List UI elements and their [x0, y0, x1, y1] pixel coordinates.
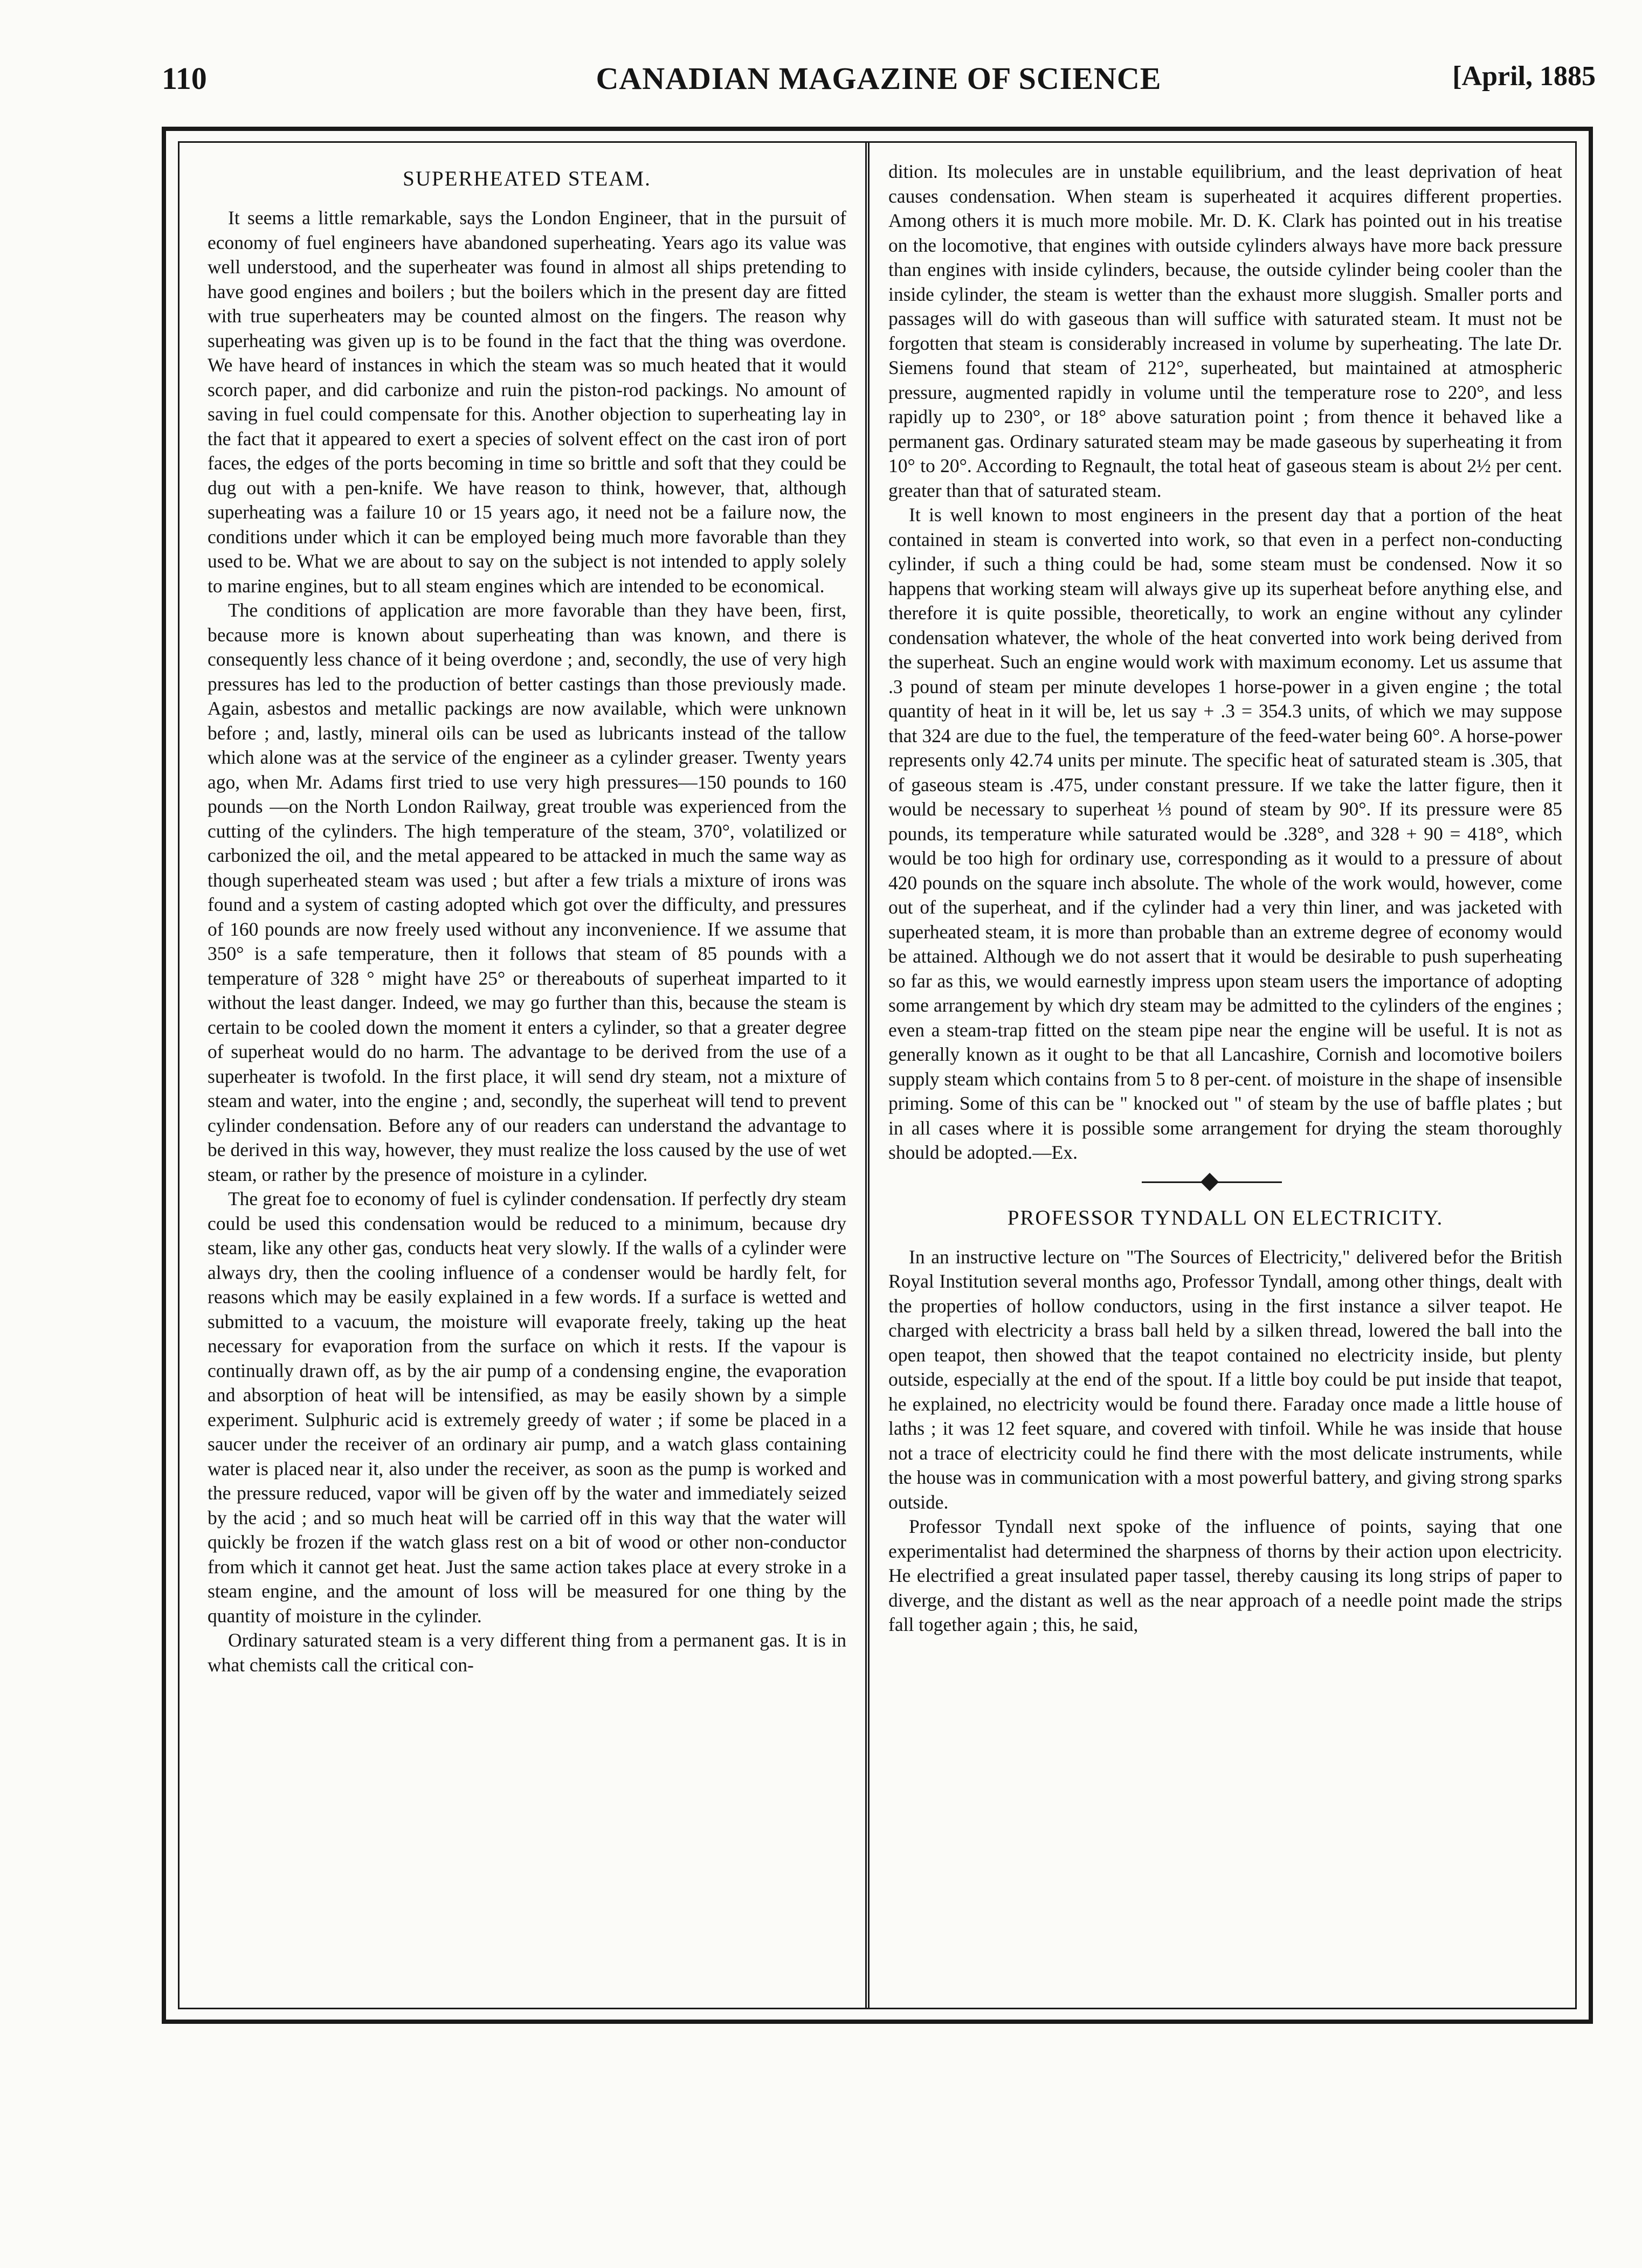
magazine-title: CANADIAN MAGAZINE OF SCIENCE	[596, 61, 1162, 96]
paragraph: It is well known to most engineers in the present day that a portion of the heat contained in steam is converted into work, so that even in a perfect non-conducting cylinder, if such a thing could be had, some steam must be condensed. Now it so happens that working steam will always give up its superheat before anything else, and therefore it is quite possible, theoretically, to work an engine without any cylinder condensation whatever, the whole of the heat converted into work being derived from the superheat. Such an engine would work with maximum economy. Let us assume that .3 pound of steam per minute developes 1 horse-power in a given engine ; the total quantity of heat in it will be, let us say + .3 = 354.3 units, of which we may suppose that 324 are due to the fuel, the temperature of the feed-water being 60°. A horse-power represents only 42.74 units per minute. The specific heat of saturated steam is .305, that of gaseous steam is .475, under constant pressure. If we take the latter figure, then it would be necessary to superheat ⅓ pound of steam by 90°. If its pressure were 85 pounds, its temperature while saturated would be .328°, and 328 + 90 = 418°, which would be too high for ordinary use, corresponding as it would to a pressure of about 420 pounds on the square inch absolute. The whole of the work would, however, come out of the superheat, and if the cylinder had a very thin liner, and was jacketed with superheated steam, it is more than probable than an extreme degree of economy would be attained. Although we do not assert that it would be desirable to push superheating so far as this, we would earnestly impress upon steam users the importance of adopting some arrangement by which dry steam may be admitted to the cylinders of the engines ; even a steam-trap fitted on the steam pipe near the engine will be useful. It is not as generally known as it ought to be that all Lancashire, Cornish and locomotive boilers supply steam which contains from 5 to 8 per-cent. of moisture in the shape of insensible priming. Some of this can be " knocked out " of steam by the use of baffle plates ; but in all cases where it is possible some arrangement for drying the steam thoroughly should be adopted.—Ex.	[888, 504, 1562, 1163]
right-column	[888, 160, 1562, 1992]
column-rule	[865, 141, 870, 2009]
diamond-ornament-icon	[1201, 1173, 1219, 1191]
paragraph: The great foe to economy of fuel is cylinder condensation. If perfectly dry steam could be used this condensation would be reduced to a minimum, because dry steam, like any other gas, conducts heat very slowly. If the walls of a cylinder were always dry, then the cooling influence of a condenser would be hardly felt, for reasons which may be easily explained in a few words. If a surface is wetted and submitted to a vacuum, the moisture will evaporate freely, taking up the heat necessary for evaporation from the surface on which it rests. If the vapour is continually drawn off, as by the air pump of a condensing engine, the evaporation and absorption of heat will be intensified, as may be easily shown by a simple experiment. Sulphuric acid is extremely greedy of water ; if some be placed in a saucer under the receiver of an ordinary air pump, and a watch glass containing water is placed near it, also under the receiver, as soon as the pump is worked and the pressure reduced, vapor will be given off by the water and immediately seized by the acid ; and so much heat will be carried off in this way that the water will quickly be frozen if the watch glass rest on a bit of wood or other non-conductor from which it cannot get heat. Just the same action takes place at every stroke in a steam engine, and the amount of loss will be measured for one thing by the quantity of moisture in the cylinder.	[208, 1188, 846, 1627]
ornamental-divider	[888, 1171, 1562, 1192]
running-header	[162, 60, 1596, 109]
article-title-tyndall-electricity: PROFESSOR TYNDALL ON ELECTRICITY.	[1007, 1206, 1444, 1229]
page-number: 110	[162, 61, 207, 96]
paragraph-continued: dition. Its molecules are in unstable equilibrium, and the least deprivation of heat causes condensation. When steam is superheated it acquires different properties. Among others it is much more mobile. Mr. D. K. Clark has pointed out in his treatise on the locomotive, that engines with outside cylinders always have more back pressure than engines with inside cylinders, because, the outside cylinder being cooler than the inside cylinder, the steam is wetter than the exhaust more sluggish. Smaller ports and passages will do with gaseous than will suffice with saturated steam. It must not be forgotten that steam is considerably increased in volume by superheating. The late Dr. Siemens found that steam of 212°, superheated, but maintained at atmospheric pressure, augmented rapidly in volume until the temperature rose to 220°, and less rapidly up to 230°, or 18° above saturation point ; from thence it behaved like a permanent gas. Ordinary saturated steam may be made gaseous by superheating it from 10° to 20°. According to Regnault, the total heat of gaseous steam is about 2½ per cent. greater than that of saturated steam.	[888, 161, 1562, 501]
paragraph: Professor Tyndall next spoke of the influence of points, saying that one experimentalist had determined the sharpness of thorns by their action upon electricity. He electrified a great insulated paper tassel, thereby causing its long strips of paper to diverge, and the distant as well as the near approach of a needle point made the strips fall together again ; this, he said,	[888, 1516, 1562, 1635]
paragraph: It seems a little remarkable, says the London Engineer, that in the pursuit of economy of fuel engineers have abandoned superheating. Years ago its value was well understood, and the superheater was found in almost all ships pretending to have good engines and boilers ; but the boilers which in the present day are fitted with true superheaters may be counted almost on the fingers. The reason why superheating was given up is to be found in the fact that the thing was overdone. We have heard of instances in which the steam was so much heated that it would scorch paper, and did carbonize and ruin the piston-rod packings. No amount of saving in fuel could compensate for this. Another objection to superheating lay in the fact that it appeared to exert a species of solvent effect on the cast iron of port faces, the edges of the ports becoming in time so brittle and soft that they could be dug out with a pen-knife. We have reason to think, however, that, although superheating was a failure 10 or 15 years ago, it need not be a failure now, the conditions under which it can be employed being much more favorable than they used to be. What we are about to say on the subject is not intended to apply solely to marine engines, but to all steam engines which are intended to be economical.	[208, 207, 846, 597]
paragraph: The conditions of application are more favorable than they have been, first, because more is known about superheating than was known, and there is consequently less chance of it being overdone ; and, secondly, the use of very high pressures has led to the production of better castings than those previously made. Again, asbestos and metallic packings are now available, which were unknown before ; and, lastly, mineral oils can be used as lubricants instead of the tallow which alone was at the service of the engineer as a cylinder greaser. Twenty years ago, when Mr. Adams first tried to use very high pressures—150 pounds to 160 pounds —on the North London Railway, great trouble was experienced from the cutting of the cylinders. The high temperature of the steam, 370°, volatilized or carbonized the oil, and the metal appeared to be attacked in much the same way as though superheated steam was used ; but after a few trials a mixture of irons was found and a system of casting adopted which got over the difficulty, and pressures of 160 pounds are now freely used without any inconvenience. If we assume that 350° is a safe temperature, then it follows that steam of 85 pounds with a temperature of 328 ° might have 25° or thereabouts of superheat imparted to it without the least danger. Indeed, we may go further than this, because the steam is certain to be cooled down the moment it enters a cylinder, so that a greater degree of superheat would do no harm. The advantage to be derived from the use of a superheater is twofold. In the first place, it will send dry steam, not a mixture of steam and water, into the engine ; and, secondly, the superheat will tend to prevent cylinder condensation. Before any of our readers can understand the advantage to be derived in this way, however, they must realize the loss caused by the use of wet steam, or rather by the presence of moisture in a cylinder.	[208, 599, 846, 1185]
article-title-superheated-steam: SUPERHEATED STEAM.	[403, 167, 651, 190]
left-column	[208, 160, 846, 1992]
issue-date: [April, 1885	[1452, 61, 1596, 92]
paragraph: In an instructive lecture on "The Sources of Electricity," delivered befor the British Royal Institution several months ago, Professor Tyndall, among other things, dealt with the properties of hollow conductors, using in the first instance a silver teapot. He charged with electricity a brass ball held by a silken thread, lowered the ball into the open teapot, then showed that the teapot contained no electricity inside, but plenty outside, especially at the end of the spout. If a little boy could be put inside that teapot, he explained, no electricity would be found there. Faraday once made a little house of laths ; it was 12 feet square, and covered with tinfoil. While he was inside that house not a trace of electricity could he find there with the most delicate instruments, while the house was in communication with a most powerful battery, and giving strong sparks outside.	[888, 1246, 1562, 1513]
paragraph: Ordinary saturated steam is a very different thing from a permanent gas. It is in what chemists call the critical con-	[208, 1629, 846, 1676]
